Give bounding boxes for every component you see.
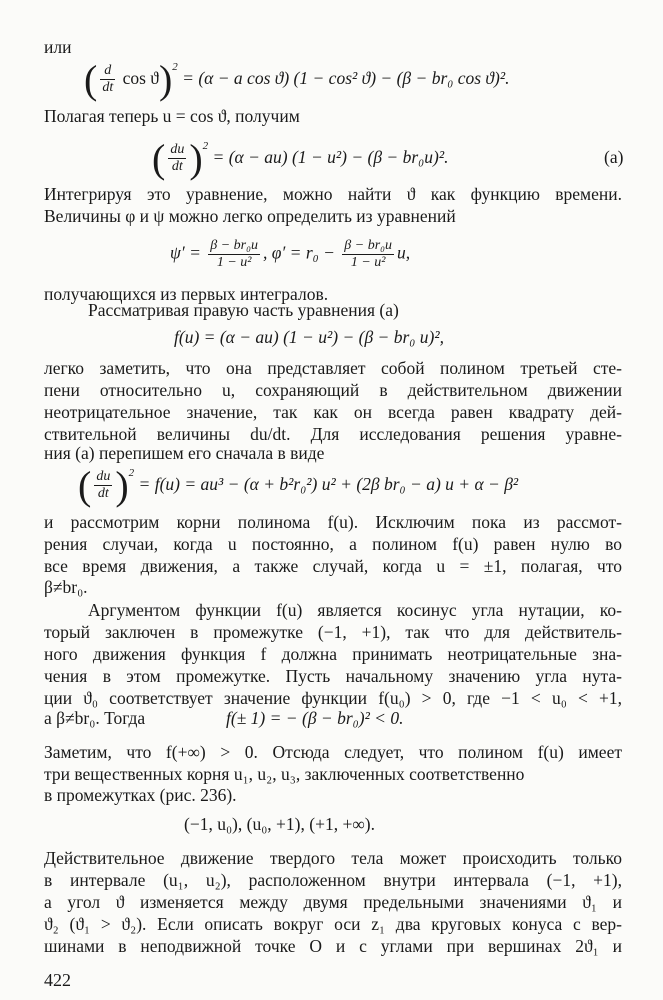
text-line: Величины φ и ψ можно легко определить из уравнений [44,206,456,226]
text-line: легко заметить, что она представляет собой полином третьей сте- [44,358,622,378]
text-line: Рассматривая правую часть уравнения (а) [88,300,399,320]
eq2-num: du [170,142,185,158]
text-line: и рассмотрим корни полинома f(u). Исключим пока из рассмот- [44,512,622,532]
page-number: 422 [44,970,71,990]
equation-2: ( $\frac{du}{dt}$ )$^2$ = (α − au) (1 − u²) − (β − br₀u)². [152,135,449,181]
text-line: ствительной величины du/dt. Для исследования решения уравне- [44,424,622,444]
eq1-rhs: = (α − a cos ϑ) (1 − cos² ϑ) − (β − br₀ cos ϑ)². [182,68,510,88]
text-line: ϑ₂ (ϑ₁ > ϑ₂). Если описать вокруг оси z₁ два круговых конуса с вер- [44,914,622,934]
eq1-den: dt [102,80,114,96]
text-line: а β≠br₀. Тогда [44,708,146,728]
text-line: ния (а) перепишем его сначала в виде [44,443,325,463]
text-line: торый заключен в промежутке (−1, +1), так что для действитель- [44,622,622,642]
equation-4: f(u) = (α − au) (1 − u²) − (β − br₀ u)², [174,327,444,347]
equation-7: (−1, u₀), (u₀, +1), (+1, +∞). [184,814,375,834]
eq3-psi-den: 1 − u² [216,255,252,270]
eq2-den: dt [171,159,183,175]
eq2-rhs: = (α − au) (1 − u²) − (β − br₀u)². [212,147,449,167]
text-line: шинами в неподвижной точке O и с углами при вершинах 2ϑ₁ и [44,936,622,956]
eq3-end: u, [397,242,411,263]
equation-3 [170,238,410,271]
eq3-phi: , φ′ = r₀ − [263,242,335,263]
text-line: Заметим, что f(+∞) > 0. Отсюда следует, что полином f(u) имеет [44,742,622,762]
eq3-psi-num: β − br₀u [210,238,259,253]
equation-1: ( $\frac{d}{dt}$ cos ϑ)$^2$ = (α − a cos ϑ) (1 − cos² ϑ) − (β − br₀ cos ϑ)². [84,56,510,102]
text-line: рения случаи, когда u постоянно, а полином f(u) равен нулю во [44,534,622,554]
text-line: Аргументом функции f(u) является косинус угла нутации, ко- [88,600,622,620]
text-line: получающихся из первых интегралов. [44,284,329,304]
text-line: в промежутках (рис. 236). [44,785,237,805]
text-line: а угол ϑ изменяется между двумя предельными значениями ϑ₁ и [44,892,622,912]
text-line: в интервале (u₁, u₂), расположенном внутри интервала (−1, +1), [44,870,622,890]
text-line: все время движения, а также случай, когда u = ±1, полагая, что [44,556,622,576]
text-line: ного движения функция f должна принимать неотрицательные зна- [44,644,622,664]
equation-5: ( $\frac{du}{dt}$ )$^2$ = f(u) = au³ − (α + b²r₀²) u² + (2β br₀ − a) u + α − β² [78,462,519,508]
text-line: ции ϑ₀ соответствует значение функции f(u₀) > 0, где −1 < u₀ < +1, [44,688,622,708]
eq3-psi: ψ′ = [170,242,201,263]
text-line: β≠br₀. [44,577,88,597]
text-line: Интегрируя это уравнение, можно найти ϑ как функцию времени. [44,184,622,204]
eq1-num: d [100,63,115,80]
equation-tag: (a) [604,147,624,167]
text-line: Действительное движение твердого тела может происходить только [44,848,622,868]
text-line: Полагая теперь u = cos ϑ, получим [44,106,300,126]
text-line: чения в этом промежутке. Пусть начальному значению угла нута- [44,666,622,686]
text-line: или [44,37,72,57]
eq3-phi-den: 1 − u² [350,255,386,270]
eq5-num: du [96,469,111,485]
eq3-phi-num: β − br₀u [344,238,393,253]
text-line: неотрицательное значение, так как он всегда равен квадрату дей- [44,402,622,422]
eq5-den: dt [97,486,109,502]
eq5-rhs: = f(u) = au³ − (α + b²r₀²) u² + (2β br₀ − a) u + α − β² [138,474,519,494]
equation-6: f(± 1) = − (β − br₀)² < 0. [226,708,404,728]
text-line: три вещественных корня u₁, u₂, u₃, заключенных соответственно [44,764,525,784]
text-line: пени относительно u, сохраняющий в действительном движении [44,380,622,400]
